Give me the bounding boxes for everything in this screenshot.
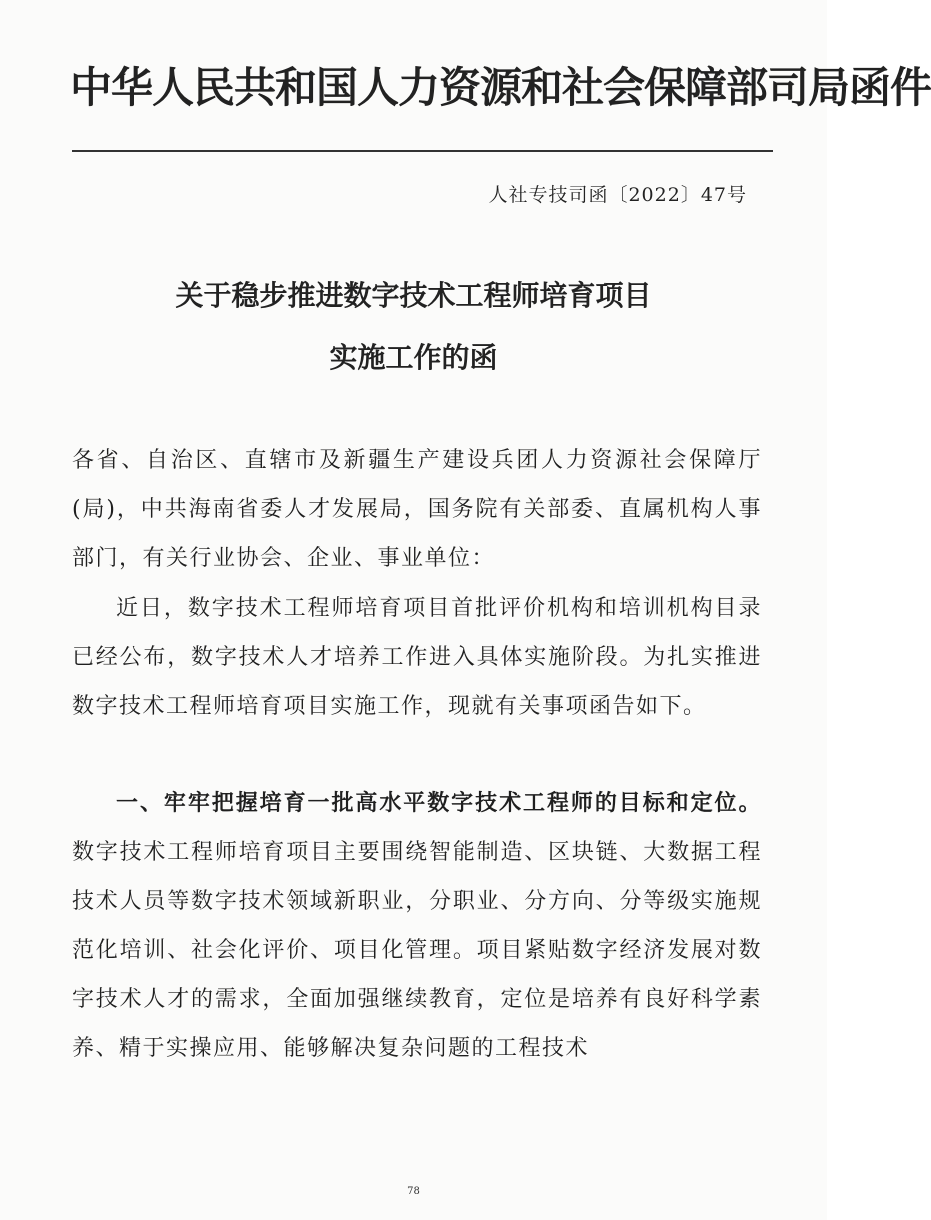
section-1-paragraph — [72, 779, 762, 1073]
letterhead-title: 中华人民共和国人力资源和社会保障部司局函件 — [70, 63, 931, 112]
intro-paragraph: 近日，数字技术工程师培育项目首批评价机构和培训机构目录已经公布，数字技术人才培养工作进入具体实施阶段。为扎实推进数字技术工程师培育项目实施工作，现就有关事项函告如下。 — [72, 596, 762, 719]
document-title-line1: 关于稳步推进数字技术工程师培育项目 — [175, 279, 652, 312]
document-title-line2: 实施工作的函 — [329, 341, 498, 374]
section-1-heading: 一、牢牢把握培育一批高水平数字技术工程师的目标和定位。 — [116, 791, 762, 816]
salutation-paragraph: 各省、自治区、直辖市及新疆生产建设兵团人力资源社会保障厅(局)，中共海南省委人才发展局，国务院有关部委、直属机构人事部门，有关行业协会、企业、事业单位： — [72, 448, 762, 571]
letterhead-divider — [72, 150, 773, 152]
page-number: 78 — [407, 1186, 420, 1197]
section-1-body: 数字技术工程师培育项目主要围绕智能制造、区块链、大数据工程技术人员等数字技术领域新职业，分职业、分方向、分等级实施规范化培训、社会化评价、项目化管理。项目紧贴数字经济发展对数字技术人才的需求，全面加强继续教育，定位是培养有良好科学素养、精于实操应用、能够解决复杂问题的工程技术 — [72, 840, 762, 1061]
document-number: 人社专技司函〔2022〕47号 — [488, 184, 747, 206]
